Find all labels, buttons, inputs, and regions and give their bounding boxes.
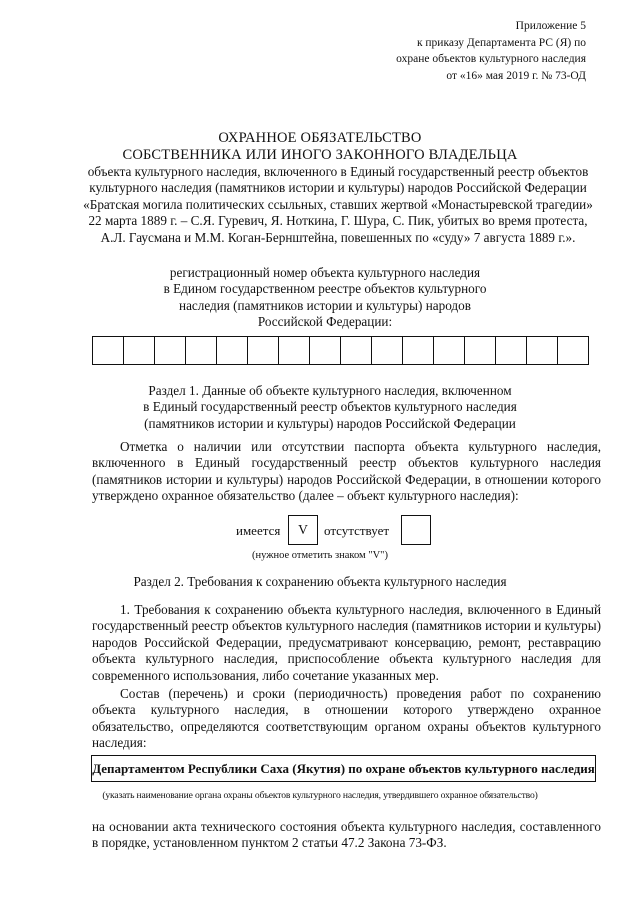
- registration-line: Российской Федерации:: [257, 314, 393, 330]
- absent-label: отсутствует: [324, 523, 390, 538]
- subtitle-line: объекта культурного наследия, включенного в Единый государственный реестр объектов: [87, 164, 589, 179]
- works-line: обязательство, определяются соответствующим органом охраны объектов культурного: [92, 718, 601, 734]
- appendix-line: от «16» мая 2019 г. № 73-ОД: [446, 69, 586, 82]
- passport-note-line: (памятников истории и культуры) народов Российской Федерации, в отношении которого: [92, 471, 601, 487]
- mark-hint: (нужное отметить знаком "V"): [252, 550, 388, 561]
- subtitle-line: культурного наследия (памятников истории и культуры) народов Российской Федерации: [89, 180, 587, 196]
- requirements-line: государственный реестр объектов культурного наследия (памятников истории и культуры): [92, 618, 601, 634]
- subtitle-line: А.Л. Гаусмана и М.М. Коган-Бернштейна, повешенных по «суду» 7 августа 1889 г.».: [100, 229, 576, 245]
- object-description: [68, 164, 608, 246]
- registration-cell[interactable]: [123, 336, 155, 365]
- subtitle-line: «Братская могила политических ссыльных, ставших жертвой «Монастыревской трагедии»: [83, 196, 593, 212]
- works-line: наследия:: [92, 735, 147, 751]
- works-line: объекта культурного наследия, в отношении которого утверждено охранное: [92, 702, 601, 718]
- appendix-header: [396, 18, 586, 84]
- present-label: имеется: [236, 523, 281, 538]
- registration-cell[interactable]: [557, 336, 589, 365]
- registration-line: регистрационный номер объекта культурного наследия: [169, 265, 481, 280]
- organ-name-field[interactable]: Департаментом Республики Саха (Якутия) по охране объектов культурного наследия: [91, 755, 596, 782]
- document-title: [0, 130, 640, 164]
- works-paragraph: [92, 686, 601, 752]
- registration-cell[interactable]: [247, 336, 279, 365]
- registration-cell[interactable]: [495, 336, 527, 365]
- section2-heading: Раздел 2. Требования к сохранению объекта культурного наследия: [133, 574, 507, 589]
- title-line: СОБСТВЕННИКА ИЛИ ИНОГО ЗАКОННОГО ВЛАДЕЛЬЦА: [122, 147, 518, 163]
- requirements-line: 1. Требования к сохранению объекта культурного наследия, включенного в Единый: [120, 602, 601, 617]
- requirements-line: объекта культурного наследия, приспособление объекта культурного наследия для: [92, 651, 601, 667]
- section1-heading-line: в Единый государственный реестр объектов культурного наследия: [143, 399, 517, 415]
- requirements-line: современного использования, либо сочетание указанных мер.: [92, 667, 439, 683]
- registration-cell[interactable]: [309, 336, 341, 365]
- passport-note: [92, 439, 601, 505]
- registration-cell[interactable]: [216, 336, 248, 365]
- registration-cell[interactable]: [185, 336, 217, 365]
- registration-cell[interactable]: [433, 336, 465, 365]
- requirements-line: народов Российской Федерации, предусматривают консервацию, ремонт, реставрацию: [92, 634, 601, 650]
- registration-number-cells: [92, 336, 588, 365]
- registration-cell[interactable]: [371, 336, 403, 365]
- requirements-paragraph: [92, 602, 601, 684]
- present-checkbox[interactable]: V: [288, 515, 318, 545]
- works-line: Состав (перечень) и сроки (периодичность) проведения работ по сохранению: [120, 686, 601, 701]
- registration-cell[interactable]: [154, 336, 186, 365]
- appendix-line: к приказу Департамента РС (Я) по: [416, 36, 586, 49]
- registration-line: наследия (памятников истории и культуры) народов: [179, 297, 471, 313]
- passport-note-line: утверждено охранное обязательство (далее – объект культурного наследия):: [92, 488, 519, 504]
- registration-cell[interactable]: [92, 336, 124, 365]
- appendix-line: охране объектов культурного наследия: [396, 53, 586, 65]
- basis-paragraph: [92, 819, 601, 852]
- registration-label: [130, 265, 520, 331]
- registration-line: в Едином государственном реестре объектов культурного: [163, 281, 487, 297]
- passport-note-line: включенного в Единый государственный реестр объектов культурного наследия: [92, 455, 601, 471]
- absent-checkbox[interactable]: [401, 515, 431, 545]
- section1-heading: [100, 383, 560, 432]
- section1-heading-line: Раздел 1. Данные об объекте культурного наследия, включенном: [148, 383, 512, 398]
- appendix-line: Приложение 5: [515, 20, 586, 32]
- subtitle-line: 22 марта 1889 г. – С.Я. Гуревич, Я. Ноткина, Г. Шура, С. Пик, убитых во время протеста,: [88, 213, 588, 229]
- basis-line: на основании акта технического состояния объекта культурного наследия, составленного: [92, 819, 601, 834]
- passport-note-line: Отметка о наличии или отсутствии паспорта объекта культурного наследия,: [120, 439, 601, 454]
- organ-hint: (указать наименование органа охраны объектов культурного наследия, утвердившего охранное обязательство): [102, 790, 538, 801]
- registration-cell[interactable]: [526, 336, 558, 365]
- registration-cell[interactable]: [464, 336, 496, 365]
- basis-line: в порядке, установленном пунктом 2 статьи 47.2 Закона 73-ФЗ.: [92, 835, 447, 851]
- passport-choice: [0, 515, 640, 545]
- section1-heading-line: (памятников истории и культуры) народов Российской Федерации: [144, 415, 516, 431]
- registration-cell[interactable]: [340, 336, 372, 365]
- title-line: ОХРАННОЕ ОБЯЗАТЕЛЬСТВО: [218, 130, 422, 146]
- registration-cell[interactable]: [402, 336, 434, 365]
- registration-cell[interactable]: [278, 336, 310, 365]
